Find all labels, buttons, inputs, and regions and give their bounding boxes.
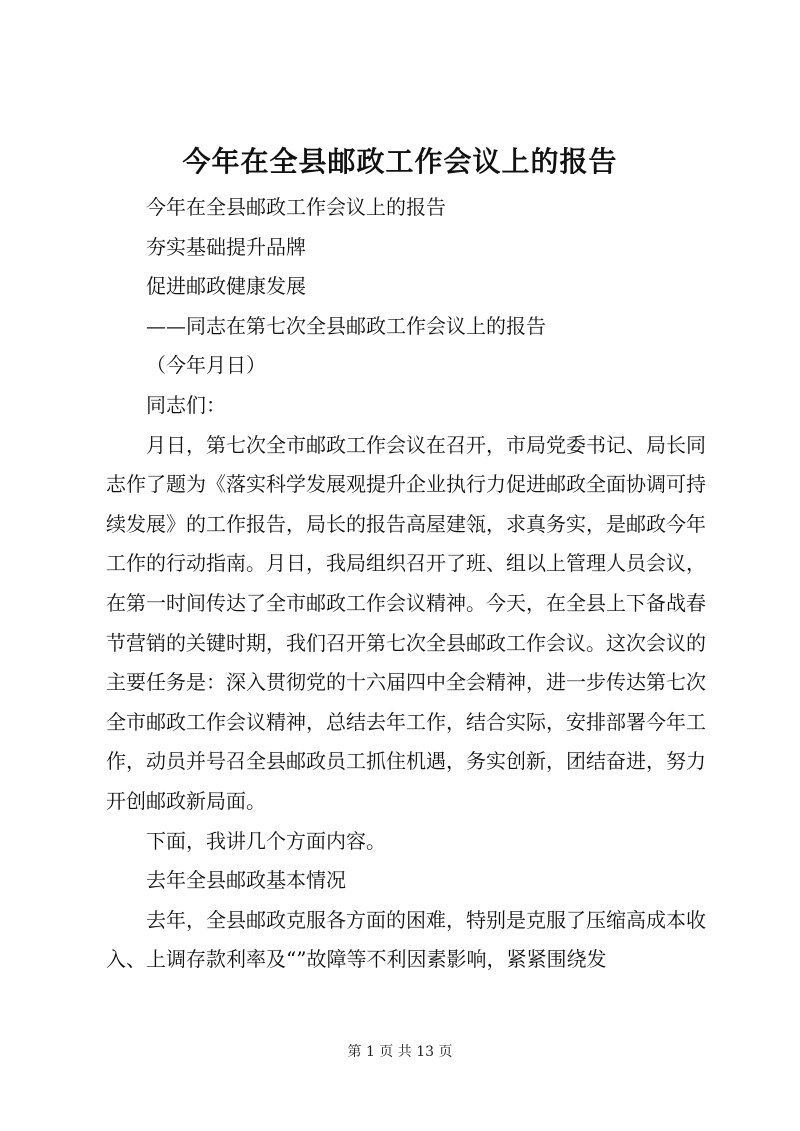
paragraph-last-year: 去年，全县邮政克服各方面的困难，特别是克服了压缩高成本收入、上调存款利率及“”故障等不利因素影响，紧紧围绕发 [106,907,706,972]
paragraph-subtitle: 今年在全县邮政工作会议上的报告 [146,195,446,219]
document-title: 今年在全县邮政工作会议上的报告 [182,145,618,178]
paragraph-heading-1: 夯实基础提升品牌 [146,234,306,259]
document-body [106,188,706,980]
paragraph-salutation: 同志们： [146,392,226,417]
paragraph-date: （今年月日） [146,353,266,378]
page-footer: 第 1 页 共 13 页 [347,1044,453,1060]
paragraph-section-heading: 去年全县邮政基本情况 [146,868,346,893]
paragraph-heading-2: 促进邮政健康发展 [146,274,306,299]
paragraph-intro: 月日，第七次全市邮政工作会议在召开，市局党委书记、局长同志作了题为《落实科学发展观提升企业执行力促进邮政全面协调可持续发展》的工作报告，局长的报告高屋建瓴，求真务实，是邮政今年工作的行动指南。月日，我局组织召开了班、组以上管理人员会议，在第一时间传达了全市邮政工作会议精神。今天，在全县上下备战春节营销的关键时期，我们召开第七次全县邮政工作会议。这次会议的主要任务是：深入贯彻党的十六届四中全会精神，进一步传达第七次全市邮政工作会议精神，总结去年工作，结合实际，安排部署今年工作，动员并号召全县邮政员工抓住机遇，务实创新，团结奋进，努力开创邮政新局面。 [106,432,706,813]
paragraph-transition: 下面，我讲几个方面内容。 [146,828,386,853]
paragraph-byline: ——同志在第七次全县邮政工作会议上的报告 [146,313,546,338]
